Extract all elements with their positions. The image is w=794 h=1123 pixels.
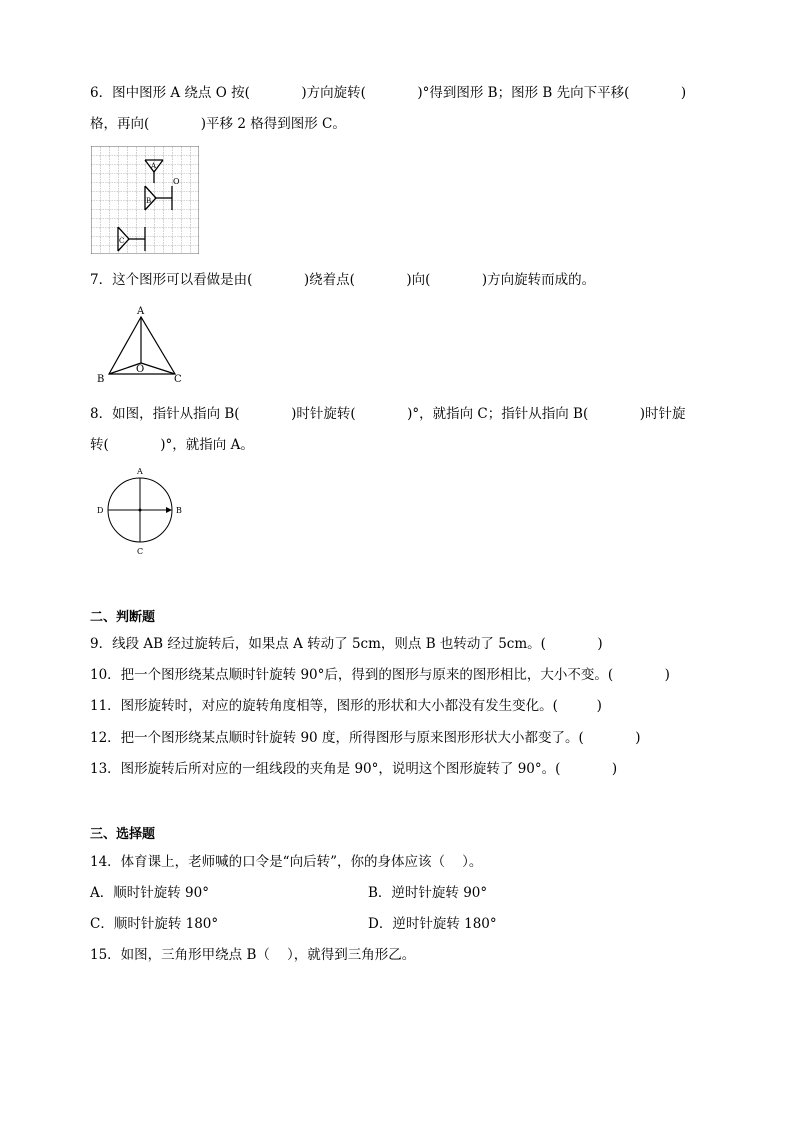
question-12: 12．把一个图形绕某点顺时针旋转 90 度，所得图形与原来图形形状大小都变了。( ) — [90, 730, 641, 746]
question-13: 13．图形旋转后所对应的一组线段的夹角是 90°，说明这个图形旋转了 90°。( ) — [90, 761, 618, 777]
dial-d-label: D — [97, 506, 104, 515]
shape-b-label: B — [146, 197, 152, 205]
figure-6-grid — [91, 146, 199, 254]
shape-a-label: A — [151, 162, 157, 170]
dial-b-label: B — [176, 506, 182, 515]
question-9: 9．线段 AB 经过旋转后，如果点 A 转动了 5cm，则点 B 也转动了 5cm。( ) — [90, 636, 603, 652]
question-14-option-c[interactable]: C．顺时针旋转 180° — [90, 916, 219, 932]
vertex-a-label: A — [137, 306, 145, 317]
point-o-label: O — [173, 177, 180, 186]
question-15: 15．如图，三角形甲绕点 B（ ），就得到三角形乙。 — [90, 947, 416, 963]
question-8-line-2: 转( )°，就指向 A。 — [90, 437, 254, 453]
question-6-line-1: 6．图中图形 A 绕点 O 按( )方向旋转( )°得到图形 B；图形 B 先向下平移( ) — [90, 85, 687, 101]
question-8-line-1: 8．如图，指针从指向 B( )时针旋转( )°，就指向 C；指针从指向 B( )时针旋 — [90, 406, 686, 422]
question-14: 14．体育课上，老师喊的口令是“向后转”，你的身体应该（ ）。 — [90, 854, 483, 870]
dial-c-label: C — [137, 547, 144, 556]
center-o-label: O — [136, 364, 145, 375]
section-choice-heading: 三、选择题 — [90, 827, 156, 842]
pointer-arrowhead — [166, 507, 172, 513]
figure-8-clock-dial — [92, 464, 192, 556]
question-7: 7．这个图形可以看做是由( )绕着点( )向( )方向旋转而成的。 — [90, 272, 596, 288]
question-14-option-b[interactable]: B．逆时针旋转 90° — [368, 885, 488, 901]
question-14-option-a[interactable]: A．顺时针旋转 90° — [90, 885, 209, 901]
vertex-b-label: B — [97, 374, 105, 385]
question-10: 10．把一个图形绕某点顺时针旋转 90°后，得到的图形与原来的图形相比，大小不变。( ) — [90, 667, 670, 683]
question-6-line-2: 格，再向( )平移 2 格得到图形 C。 — [90, 116, 346, 132]
section-judge-heading: 二、判断题 — [90, 610, 156, 625]
question-11: 11．图形旋转时，对应的旋转角度相等，图形的形状和大小都没有发生变化。( ) — [90, 698, 602, 714]
figure-7-triangle — [92, 302, 192, 386]
vertex-c-label: C — [174, 374, 182, 385]
dial-a-label: A — [137, 467, 143, 476]
question-14-option-d[interactable]: D．逆时针旋转 180° — [368, 916, 497, 932]
shape-c-label: C — [119, 237, 125, 245]
